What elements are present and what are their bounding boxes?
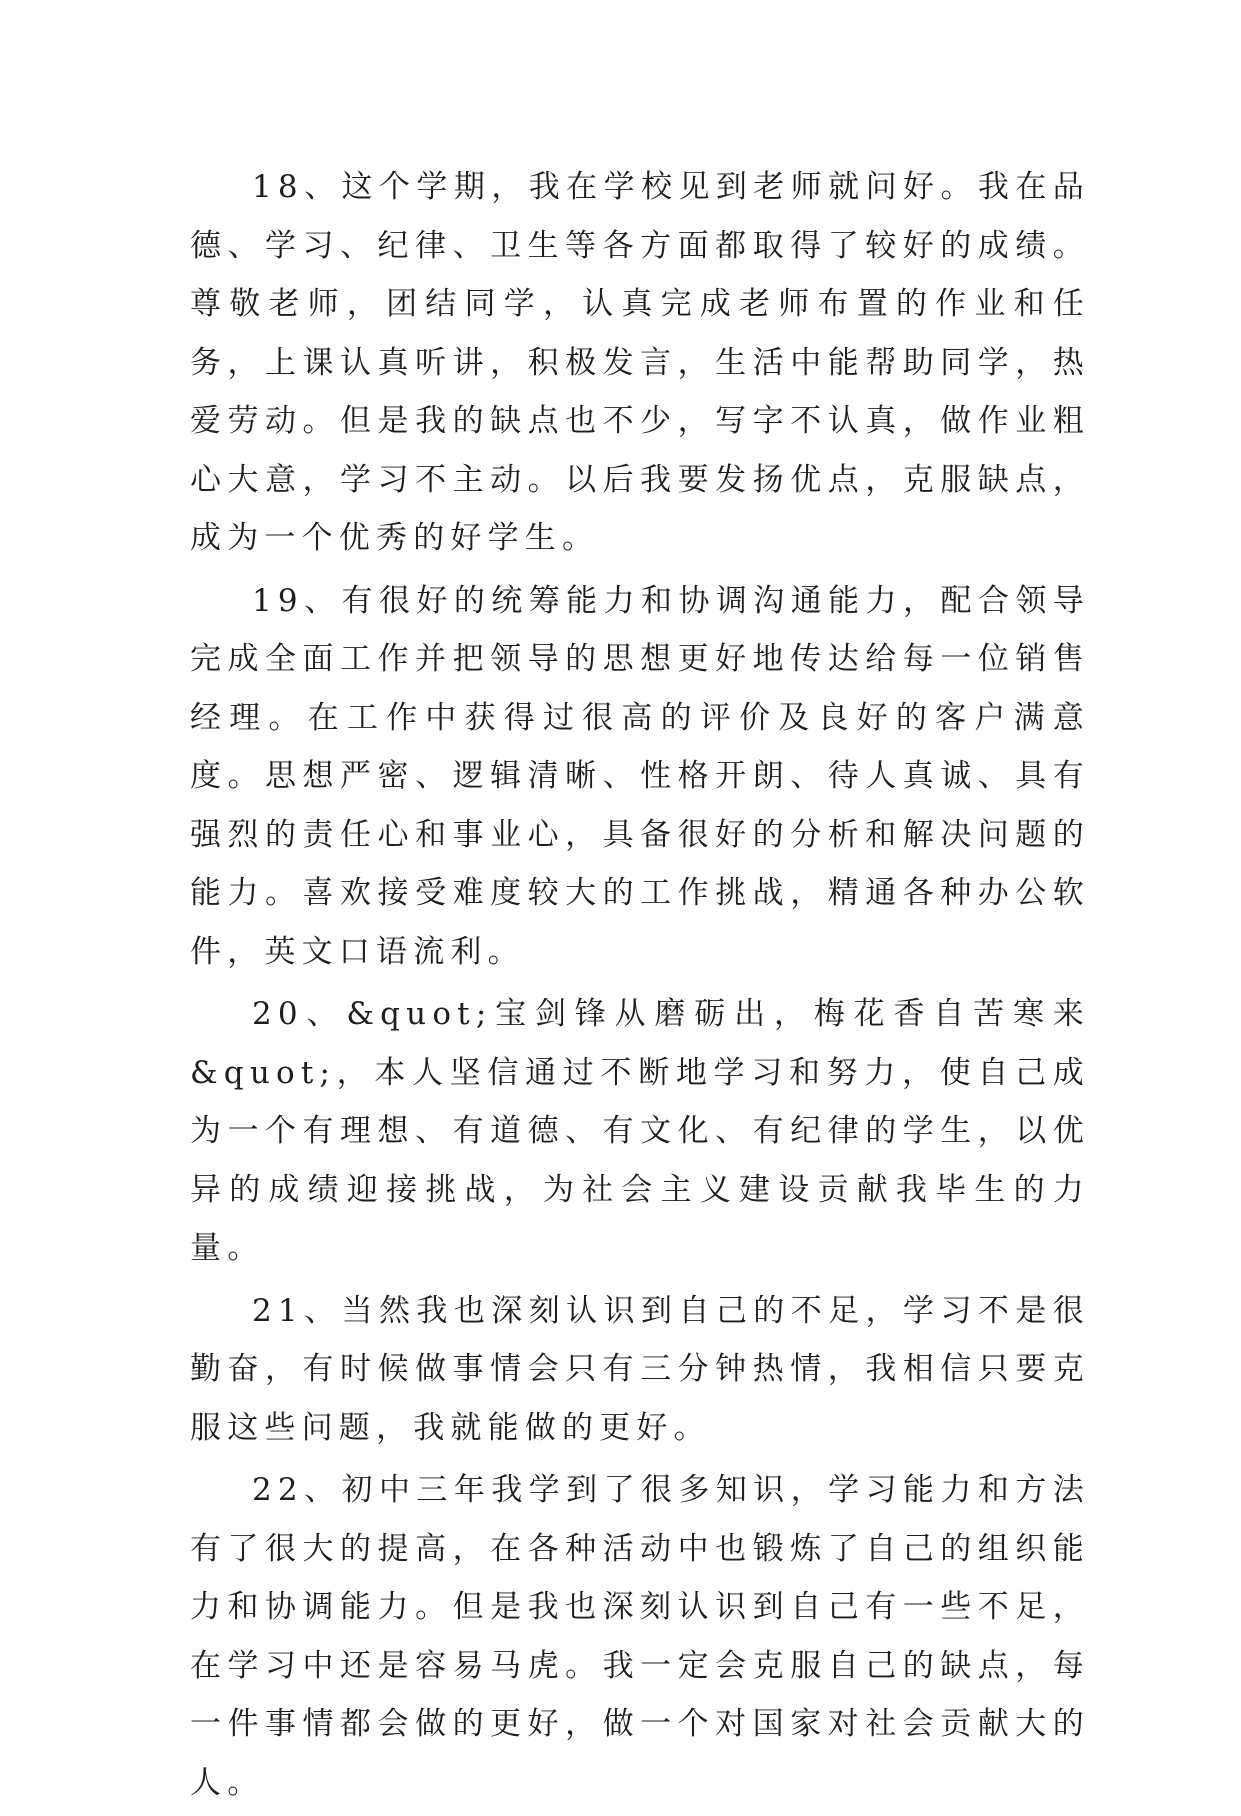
paragraph-19: 19、有很好的统筹能力和协调沟通能力，配合领导完成全面工作并把领导的思想更好地传达给每一位销售经理。在工作中获得过很高的评价及良好的客户满意度。思想严密、逻辑清晰、性格开朗、待人真诚、具有强烈的责任心和事业心，具备很好的分析和解决问题的能力。喜欢接受难度较大的工作挑战，精通各种办公软件，英文口语流利。 bbox=[190, 582, 1090, 970]
paragraph-18: 18、这个学期，我在学校见到老师就问好。我在品德、学习、纪律、卫生等各方面都取得了较好的成绩。尊敬老师，团结同学，认真完成老师布置的作业和任务，上课认真听讲，积极发言，生活中能帮助同学，热爱劳动。但是我的缺点也不少，写字不认真，做作业粗心大意，学习不主动。以后我要发扬优点，克服缺点，成为一个优秀的好学生。 bbox=[190, 169, 1090, 556]
paragraph-22: 22、初中三年我学到了很多知识，学习能力和方法有了很大的提高，在各种活动中也锻炼了自己的组织能力和协调能力。但是我也深刻认识到自己有一些不足，在学习中还是容易马虎。我一定会克服自己的缺点，每一件事情都会做的更好，做一个对国家对社会贡献大的人。 bbox=[190, 1472, 1090, 1801]
paragraph-21: 21、当然我也深刻认识到自己的不足，学习不是很勤奋，有时候做事情会只有三分钟热情，我相信只要克服这些问题，我就能做的更好。 bbox=[190, 1292, 1090, 1446]
paragraph-20: 20、&quot;宝剑锋从磨砺出，梅花香自苦寒来&quot;，本人坚信通过不断地学习和努力，使自己成为一个有理想、有道德、有文化、有纪律的学生，以优异的成绩迎接挑战，为社会主义建设贡献我毕生的力量。 bbox=[190, 996, 1090, 1266]
document-body bbox=[190, 158, 1090, 1816]
